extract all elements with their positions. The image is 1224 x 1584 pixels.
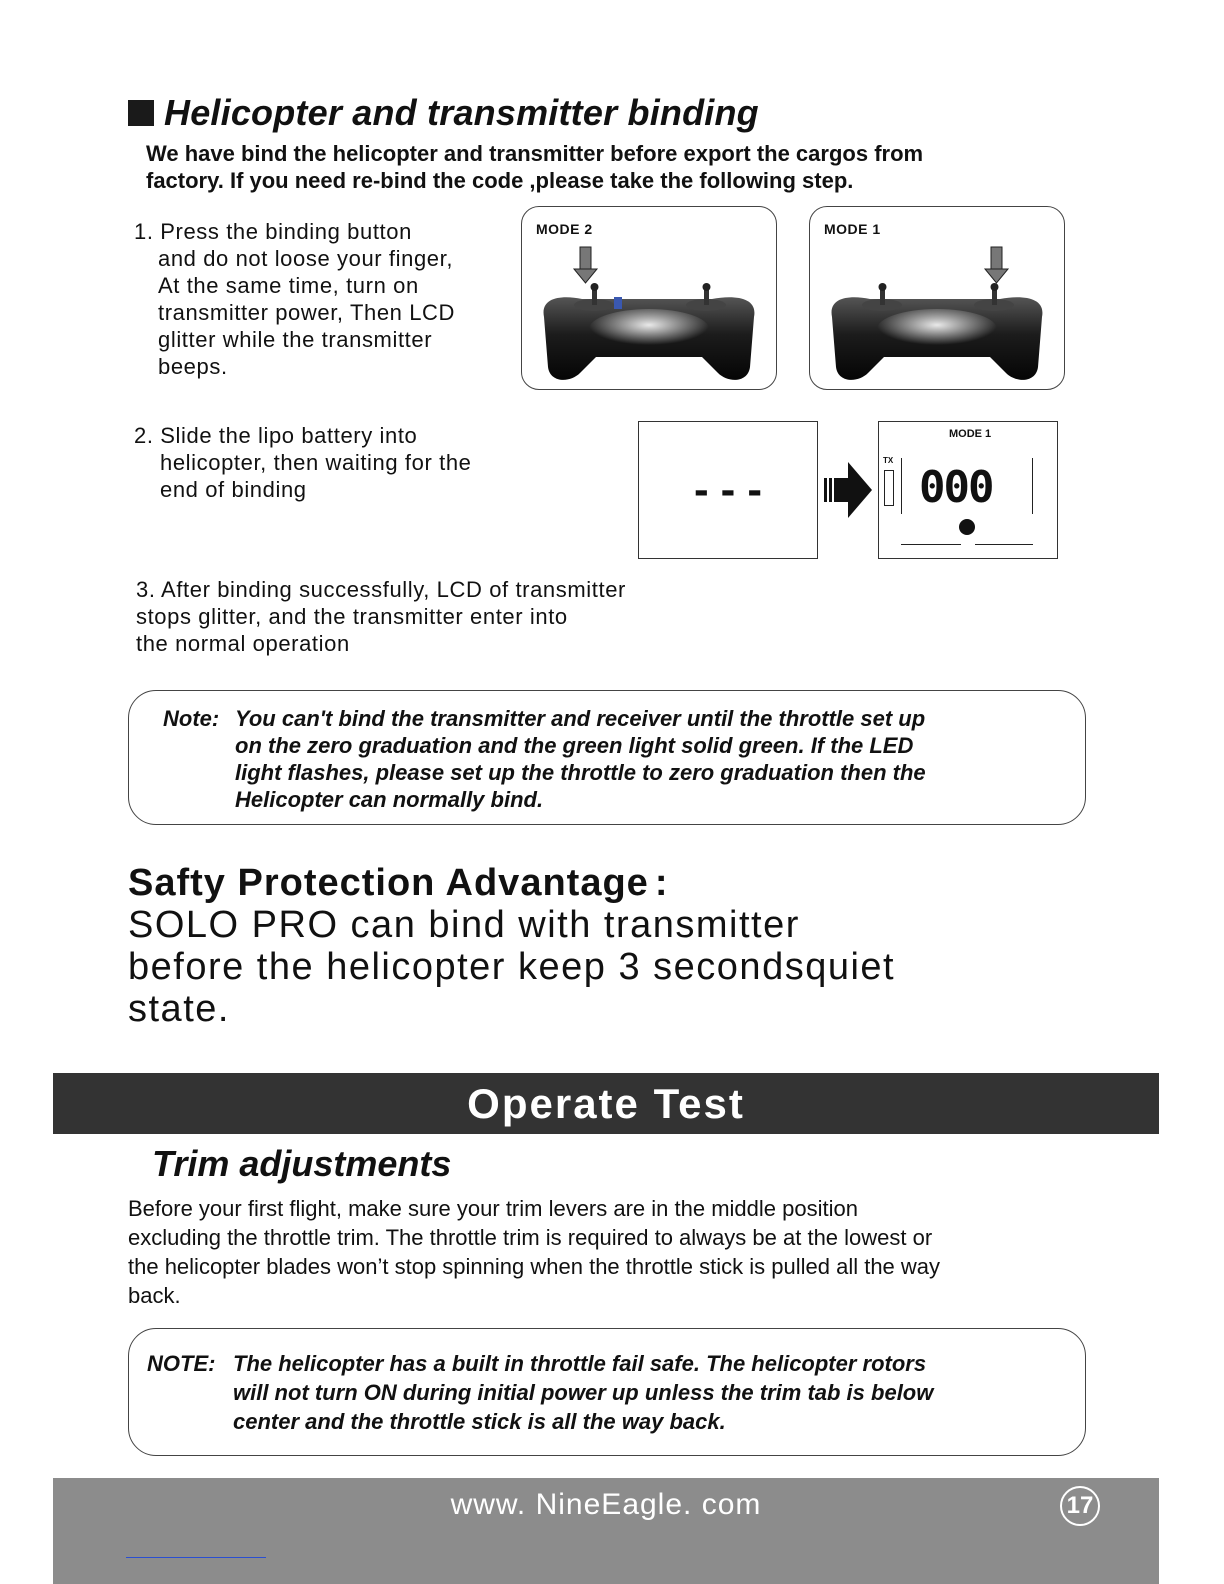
- safety-line: SOLO PRO can bind with transmitter: [128, 904, 800, 946]
- note-line: You can't bind the transmitter and receiver until the throttle set up: [235, 706, 926, 731]
- step-2: [134, 422, 472, 503]
- intro-line: We have bind the helicopter and transmitter before export the cargos from: [146, 141, 924, 166]
- step-line: transmitter power, Then LCD: [158, 300, 456, 325]
- note-label: Note:: [163, 706, 220, 731]
- step-line: 3. After binding successfully, LCD of transmitter: [136, 577, 626, 602]
- trim-line: back.: [128, 1283, 181, 1308]
- trim-line: Before your first flight, make sure your trim levers are in the middle position: [128, 1196, 858, 1221]
- page-number: 17: [1060, 1486, 1100, 1526]
- mode2-transmitter-image: [521, 206, 777, 390]
- mode2-label: MODE 2: [536, 221, 593, 237]
- safety-title: [128, 862, 668, 905]
- battery-icon: [884, 470, 894, 506]
- arrow-right-icon: [822, 460, 874, 520]
- step-line: helicopter, then waiting for the: [160, 450, 472, 475]
- trim-title: Trim adjustments: [152, 1143, 452, 1184]
- step-line: At the same time, turn on: [158, 273, 419, 298]
- note-line: center and the throttle stick is all the way back.: [233, 1409, 726, 1434]
- note-line: on the zero graduation and the green light solid green. If the LED: [235, 733, 914, 758]
- transmitter-icon: [522, 207, 776, 389]
- lcd-normal-display: [878, 421, 1058, 559]
- safety-body: [128, 904, 1008, 1030]
- footer-url: www. NineEagle. com: [450, 1488, 762, 1521]
- transmitter-icon: [810, 207, 1064, 389]
- lcd-dashes: ---: [694, 465, 774, 514]
- trim-bar: [901, 458, 902, 514]
- trim-bar: [1032, 458, 1033, 514]
- safety-title-text: Safty Protection Advantage: [128, 862, 649, 904]
- safety-line: state.: [128, 988, 230, 1030]
- step-line: and do not loose your finger,: [158, 246, 454, 271]
- lcd-binding-display: [638, 421, 818, 559]
- lcd-mode-label: MODE 1: [949, 428, 992, 440]
- trim-bar: [975, 544, 1033, 545]
- operate-test-banner: [53, 1073, 1159, 1134]
- step-line: glitter while the transmitter: [158, 327, 433, 352]
- safety-line: before the helicopter keep 3 secondsquiet: [128, 946, 896, 988]
- step-line: the normal operation: [136, 631, 350, 656]
- step-line: beeps.: [158, 354, 228, 379]
- trim-line: the helicopter blades won’t stop spinning when the throttle stick is pulled all the way: [128, 1254, 941, 1279]
- step-line: stops glitter, and the transmitter enter into: [136, 604, 568, 629]
- lcd-dot-icon: [959, 519, 975, 535]
- note-content: [233, 1349, 1073, 1436]
- step-3: [136, 576, 626, 657]
- binding-intro: [146, 140, 1046, 194]
- link-underline: [126, 1557, 266, 1558]
- note-content: [235, 705, 1075, 813]
- step-1: [134, 218, 455, 380]
- page-footer: [53, 1478, 1159, 1584]
- note-line: Helicopter can normally bind.: [235, 787, 544, 812]
- title-bullet-square: [128, 100, 154, 126]
- step-line: 1. Press the binding button: [134, 219, 412, 244]
- binding-title: Helicopter and transmitter binding: [164, 92, 759, 133]
- step-line: 2. Slide the lipo battery into: [134, 423, 418, 448]
- throttle-note-box: [128, 1328, 1086, 1456]
- banner-text: Operate Test: [467, 1079, 745, 1127]
- note-line: light flashes, please set up the throttle to zero graduation then the: [235, 760, 926, 785]
- mode1-transmitter-image: [809, 206, 1065, 390]
- section-title: [128, 90, 759, 136]
- safety-title-colon: :: [654, 862, 669, 904]
- trim-body: [128, 1194, 1098, 1310]
- trim-bar: [901, 544, 961, 545]
- binding-note-box: [128, 690, 1086, 825]
- intro-line: factory. If you need re-bind the code ,please take the following step.: [146, 168, 854, 193]
- note-line: will not turn ON during initial power up unless the trim tab is below: [233, 1380, 934, 1405]
- note-label: NOTE:: [147, 1351, 216, 1376]
- lcd-tx-label: TX: [883, 456, 894, 465]
- trim-line: excluding the throttle trim. The throttle trim is required to always be at the lowest or: [128, 1225, 933, 1250]
- lcd-digits: 000: [919, 462, 993, 513]
- note-line: The helicopter has a built in throttle fail safe. The helicopter rotors: [233, 1351, 927, 1376]
- mode1-label: MODE 1: [824, 221, 881, 237]
- step-line: end of binding: [160, 477, 307, 502]
